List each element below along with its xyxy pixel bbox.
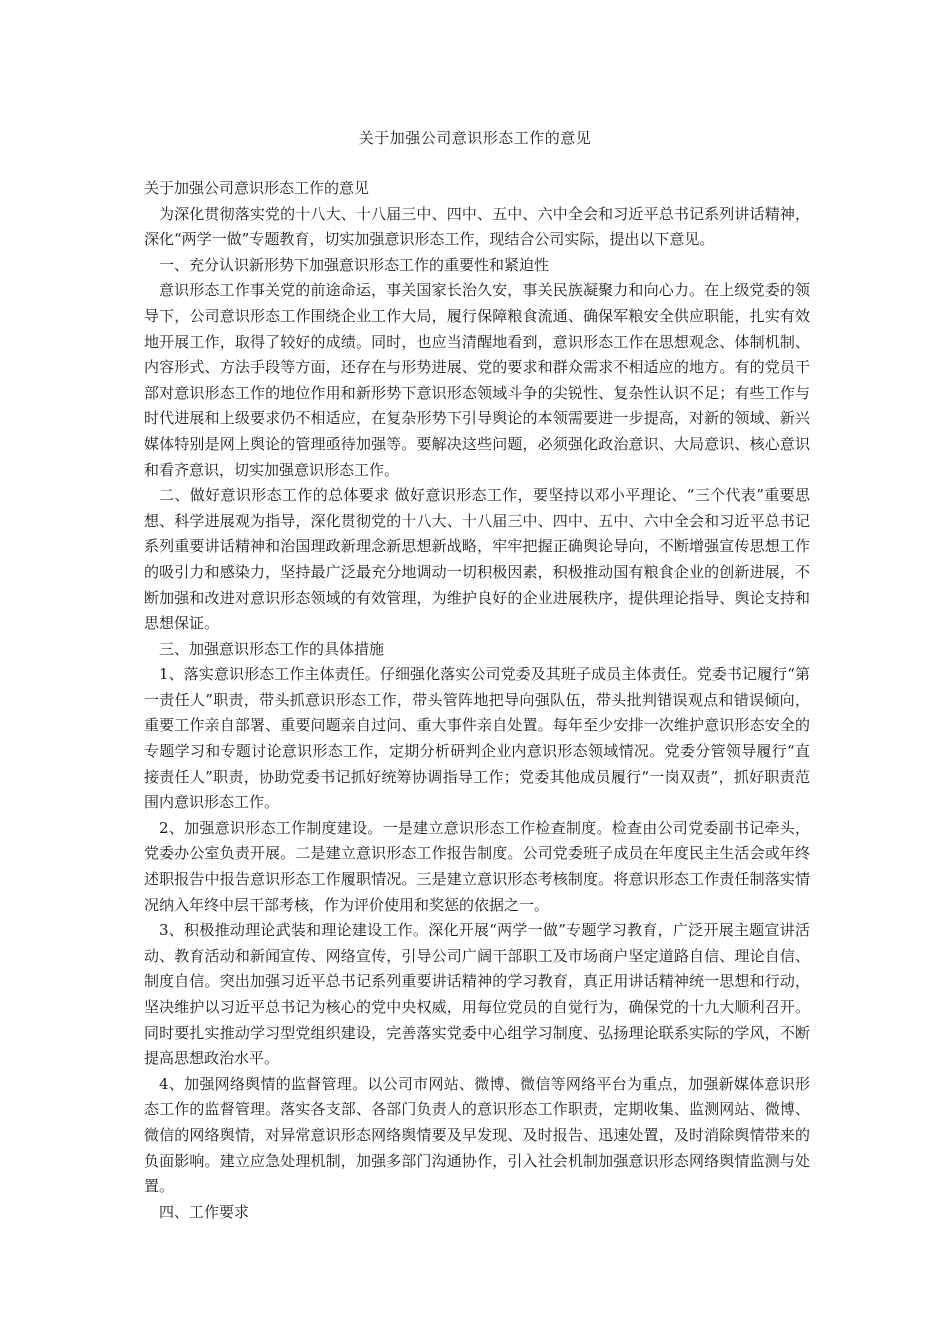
measure-paragraph-2: 2、加强意识形态工作制度建设。一是建立意识形态工作检查制度。检查由公司党委副书记牵头，党委办公室负责开展。二是建立意识形态工作报告制度。公司党委班子成员在年度民主生活会或年终述职报告中报告意识形态工作履职情况。三是建立意识形态考核制度。将意识形态工作责任制落实情况纳入年终中层干部考核，作为评价使用和奖惩的依据之一。 <box>144 818 810 914</box>
section-heading-3: 三、加强意识形态工作的具体措施 <box>159 639 385 658</box>
intro-paragraph: 为深化贯彻落实党的十八大、十八届三中、四中、五中、六中全会和习近平总书记系列讲话精神，深化“两学一做”专题教育，切实加强意识形态工作，现结合公司实际，提出以下意见。 <box>144 204 810 249</box>
measure-paragraph-1: 1、落实意识形态工作主体责任。仔细强化落实公司党委及其班子成员主体责任。党委书记履行“第一责任人”职责，带头抓意识形态工作，带头管阵地把导向强队伍，带头批判错误观点和错误倾向，重要工作亲自部署、重要问题亲自过问、重大事件亲自处置。每年至少安排一次维护意识形态安全的专题学习和专题讨论意识形态工作，定期分析研判企业内意识形态领域情况。党委分管领导履行“直接责任人”职责，协助党委书记抓好统筹协调指导工作；党委其他成员履行“一岗双责”，抓好职责范围内意识形态工作。 <box>144 665 810 812</box>
measure-paragraph-3: 3、积极推动理论武装和理论建设工作。深化开展“两学一做”专题学习教育，广泛开展主题宣讲活动、教育活动和新闻宣传、网络宣传，引导公司广阔干部职工及市场商户坚定道路自信、理论自信、制度自信。突出加强习近平总书记系列重要讲话精神的学习教育，真正用讲话精神统一思想和行动，坚决维护以习近平总书记为核心的党中央权威，用每位党员的自觉行为，确保党的十九大顺利召开。同时要扎实推动学习型党组织建设，完善落实党委中心组学习制度、弘扬理论联系实际的学风，不断提高思想政治水平。 <box>144 921 810 1068</box>
section-heading-1: 一、充分认识新形势下加强意识形态工作的重要性和紧迫性 <box>159 255 550 274</box>
body-heading: 关于加强公司意识形态工作的意见 <box>144 179 370 197</box>
section-heading-4: 四、工作要求 <box>159 1202 250 1221</box>
measure-paragraph-4: 4、加强网络舆情的监督管理。以公司市网站、微博、微信等网络平台为重点，加强新媒体意识形态工作的监督管理。落实各支部、各部门负责人的意识形态工作职责，定期收集、监测网站、微博、微信的网络舆情，对异常意识形态网络舆情要及早发现、及时报告、迅速处置，及时消除舆情带来的负面影响。建立应急处理机制，加强多部门沟通协作，引入社会机制加强意识形态网络舆情监测与处置。 <box>144 1074 810 1196</box>
document-title: 关于加强公司意识形态工作的意见 <box>358 129 592 147</box>
section-paragraph-1: 意识形态工作事关党的前途命运，事关国家长治久安，事关民族凝聚力和向心力。在上级党委的领导下，公司意识形态工作围绕企业工作大局，履行保障粮食流通、确保军粮安全供应职能，扎实有效地开展工作，取得了较好的成绩。同时，也应当清醒地看到，意识形态工作在思想观念、体制机制、内容形式、方法手段等方面，还存在与形势进展、党的要求和群众需求不相适应的地方。有的党员干部对意识形态工作的地位作用和新形势下意识形态领域斗争的尖锐性、复杂性认识不足；有些工作与时代进展和上级要求仍不相适应，在复杂形势下引导舆论的本领需要进一步提高，对新的领域、新兴媒体特别是网上舆论的管理亟待加强等。要解决这些问题，必须强化政治意识、大局意识、核心意识和看齐意识，切实加强意识形态工作。 <box>144 281 810 479</box>
document-body <box>144 176 810 1225</box>
section-paragraph-2: 二、做好意识形态工作的总体要求 做好意识形态工作，要坚持以邓小平理论、“三个代表”重要思想、科学进展观为指导，深化贯彻党的十八大、十八届三中、四中、五中、六中全会和习近平总书记系列重要讲话精神和治国理政新理念新思想新战略，牢牢把握正确舆论导向，不断增强宣传思想工作的吸引力和感染力，坚持最广泛最充分地调动一切积极因素，积极推动国有粮食企业的创新进展，不断加强和改进对意识形态领域的有效管理，为维护良好的企业进展秩序，提供理论指导、舆论支持和思想保证。 <box>144 486 810 633</box>
